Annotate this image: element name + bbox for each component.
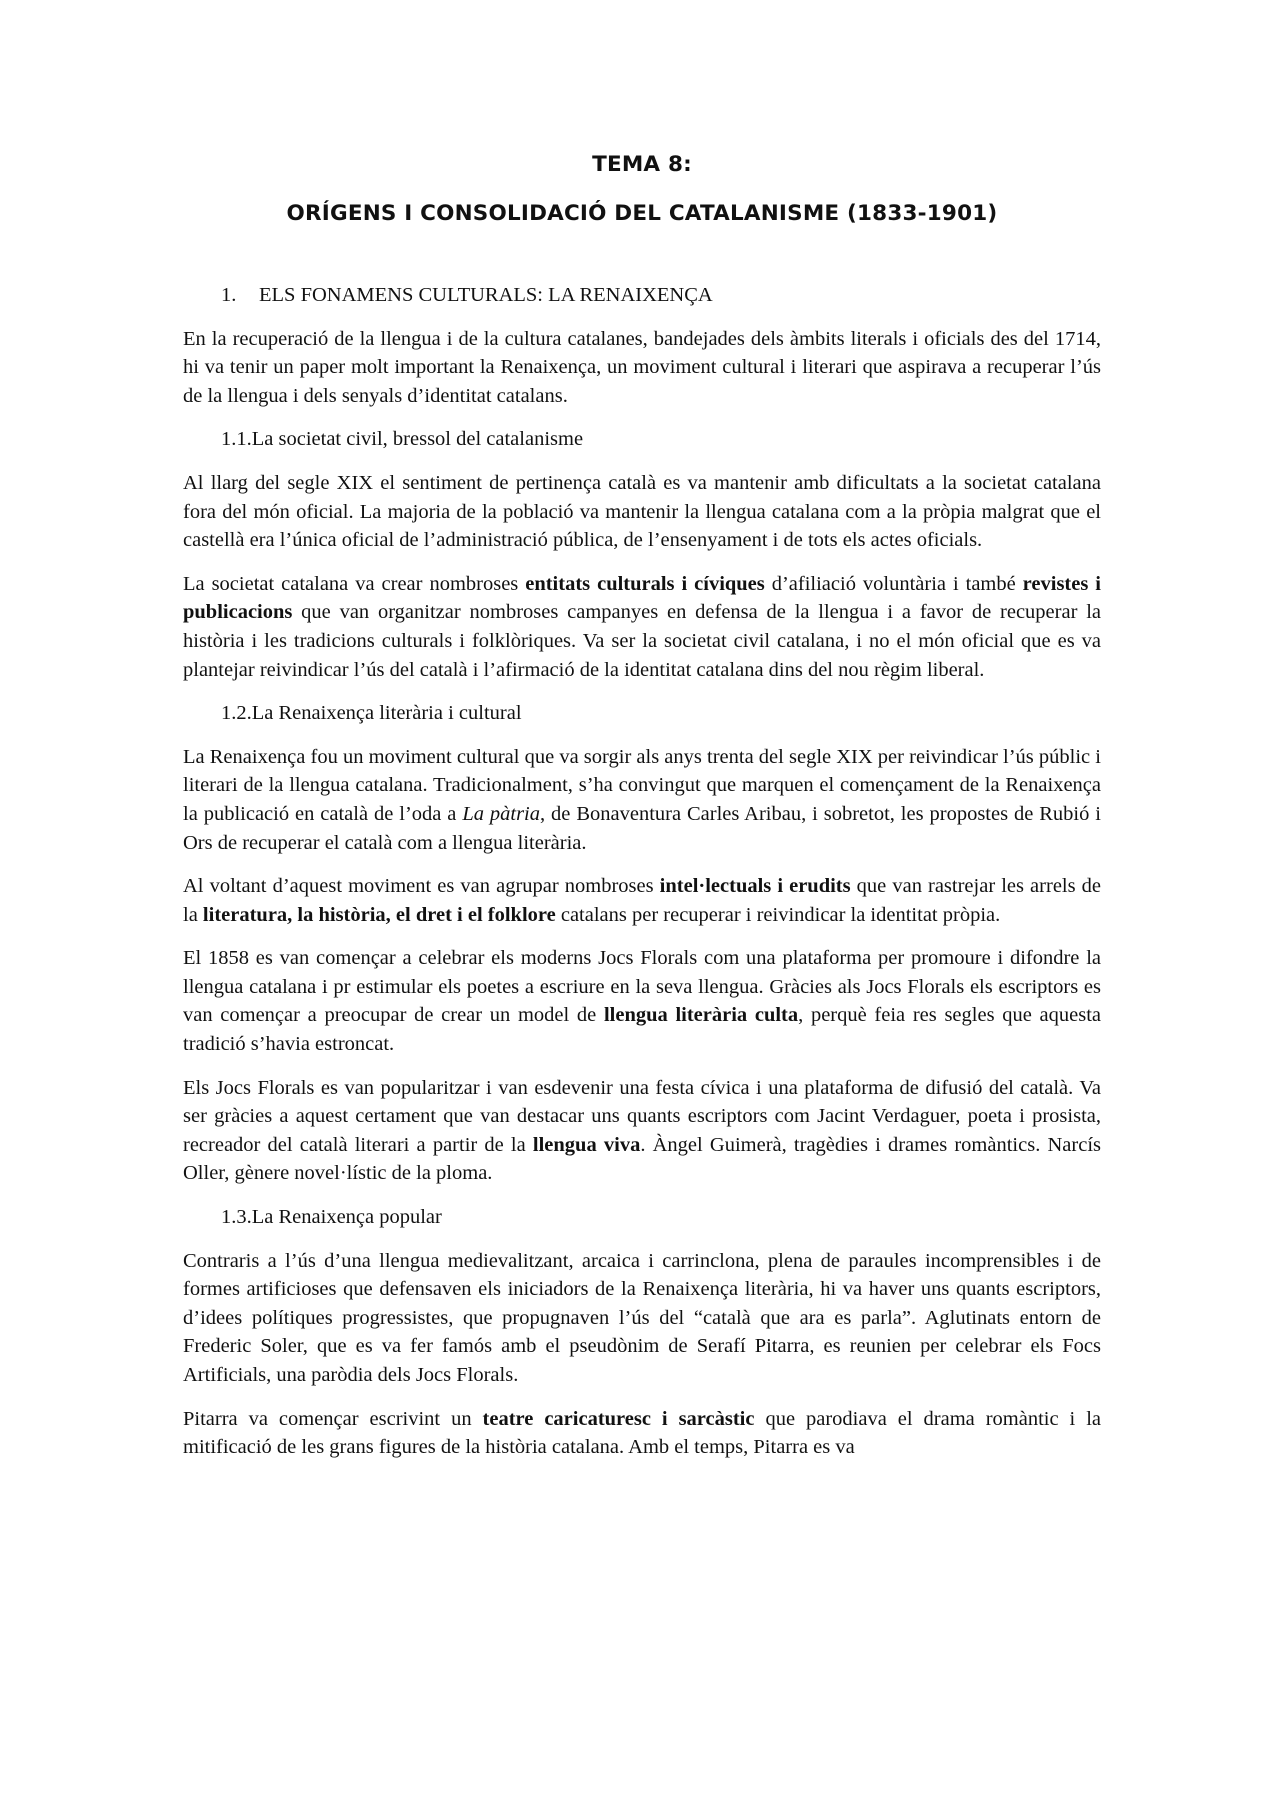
- paragraph-1-3-b: [183, 1405, 1101, 1462]
- text-run: La societat catalana va crear nombroses: [183, 572, 526, 595]
- text-run: que van organitzar nombroses campanyes en defensa de la llengua i a favor de recuperar la història i les tradicions culturals i folklòriques. Va ser la societat civil catalana, i no el món oficial que es va plantejar reivindicar l’ús del català i l’afirmació de la identitat catalana dins del nou règim liberal.: [183, 601, 1101, 681]
- paragraph-1-3-a: Contraris a l’ús d’una llengua medievalitzant, arcaica i carrinclona, plena de paraules incomprensibles i de formes artificioses que defensaven els iniciadors de la Renaixença literària, hi va haver uns quants escriptors, d’idees polítiques progressistes, que propugnaven l’ús del “català que ara es parla”. Aglutinats entorn de Frederic Soler, que es va fer famós amb el pseudònim de Serafí Pitarra, es reunien per celebrar els Focs Artificials, una paròdia dels Jocs Florals.: [183, 1249, 1101, 1386]
- bold-run: literatura, la història, el dret i el folklore: [202, 903, 556, 926]
- text-run: d’afiliació voluntària i també: [764, 572, 1023, 595]
- bold-run: llengua viva: [532, 1133, 641, 1156]
- paragraph-1-2-b: [183, 872, 1101, 929]
- subsection-number: 1.1.: [221, 428, 252, 451]
- text-run: que van rastrejar les arrels de la: [183, 875, 1102, 926]
- bold-run: revistes i publicacions: [183, 572, 1101, 624]
- section-heading-text: ELS FONAMENS CULTURALS: LA RENAIXENÇA: [259, 284, 713, 306]
- subsection-heading-text: La Renaixença literària i cultural: [251, 702, 522, 725]
- bold-run: llengua literària culta: [603, 1004, 799, 1027]
- text-run: catalans per recuperar i reivindicar la identitat pròpia.: [555, 903, 1001, 926]
- subsection-number: 1.3.: [221, 1206, 252, 1229]
- paragraph-1-2-c: [183, 944, 1101, 1058]
- document-page: [183, 150, 1101, 1477]
- text-run: que parodiava el drama romàntic i la mitificació de les grans figures de la història catalana. Amb el temps, Pitarra es va: [183, 1407, 1101, 1459]
- italic-run: La pàtria: [462, 802, 541, 825]
- text-run: . Àngel Guimerà, tragèdies i drames romàntics. Narcís Oller, gènere novel·lístic de la ploma.: [183, 1133, 1101, 1185]
- text-run: La Renaixença fou un moviment cultural que va sorgir als anys trenta del segle XIX per reivindicar l’ús públic i literari de la llengua catalana. Tradicionalment, s’ha convingut que marquen el començament de la Renaixença la publicació en català de l’oda a: [183, 745, 1101, 825]
- bold-run: entitats culturals i cíviques: [525, 572, 765, 595]
- section-number: 1.: [221, 284, 237, 306]
- subsection-heading-text: La societat civil, bressol del catalanisme: [251, 428, 584, 451]
- paragraph-1-1-a: Al llarg del segle XIX el sentiment de pertinença català es va mantenir amb dificultats a la societat catalana fora del món oficial. La majoria de la població va mantenir la llengua catalana com a la pròpia malgrat que el castellà era l’única oficial de l’administració pública, de l’ensenyament i de tots els actes oficials.: [183, 471, 1101, 552]
- subsection-heading-text: La Renaixença popular: [251, 1206, 442, 1229]
- subsection-heading-1-3: [183, 1203, 1101, 1232]
- paragraph-1-2-d: [183, 1074, 1101, 1188]
- subsection-number: 1.2.: [221, 702, 252, 725]
- paragraph-1-2-a: [183, 743, 1101, 857]
- bold-run: teatre caricaturesc i sarcàstic: [482, 1407, 755, 1430]
- text-run: Els Jocs Florals es van popularitzar i van esdevenir una festa cívica i una plataforma de difusió del català. Va ser gràcies a aquest certament que van destacar uns quants escriptors com Jacint Verdaguer, poeta i prosista, recreador del català literari a partir de la: [183, 1076, 1101, 1156]
- document-title-line2: ORÍGENS I CONSOLIDACIÓ DEL CATALANISME (1833-1901): [286, 201, 998, 226]
- paragraph-1-1-b: [183, 570, 1101, 684]
- text-run: , perquè feia res segles que aquesta tradició s’havia estroncat.: [183, 1004, 1102, 1056]
- document-title-line1: TEMA 8:: [592, 152, 692, 177]
- section-heading-1: [183, 281, 1101, 310]
- text-run: , de Bonaventura Carles Aribau, i sobretot, les propostes de Rubió i Ors de recuperar el català com a llengua literària.: [183, 802, 1101, 854]
- subsection-heading-1-2: [183, 699, 1101, 728]
- subsection-heading-1-1: [183, 425, 1101, 454]
- text-run: El 1858 es van començar a celebrar els moderns Jocs Florals com una plataforma per promoure i difondre la llengua catalana i pr estimular els poetes a escriure en la seva llengua. Gràcies als Jocs Florals els escriptors es van començar a preocupar de crear un model de: [183, 947, 1101, 1027]
- text-run: Pitarra va començar escrivint un: [183, 1407, 483, 1430]
- paragraph-intro: En la recuperació de la llengua i de la cultura catalanes, bandejades dels àmbits literals i oficials des del 1714, hi va tenir un paper molt important la Renaixença, un moviment cultural i literari que aspirava a recuperar l’ús de la llengua i dels senyals d’identitat catalans.: [183, 327, 1101, 407]
- bold-run: intel·lectuals i erudits: [659, 875, 851, 898]
- text-run: Al voltant d’aquest moviment es van agrupar nombroses: [183, 875, 660, 898]
